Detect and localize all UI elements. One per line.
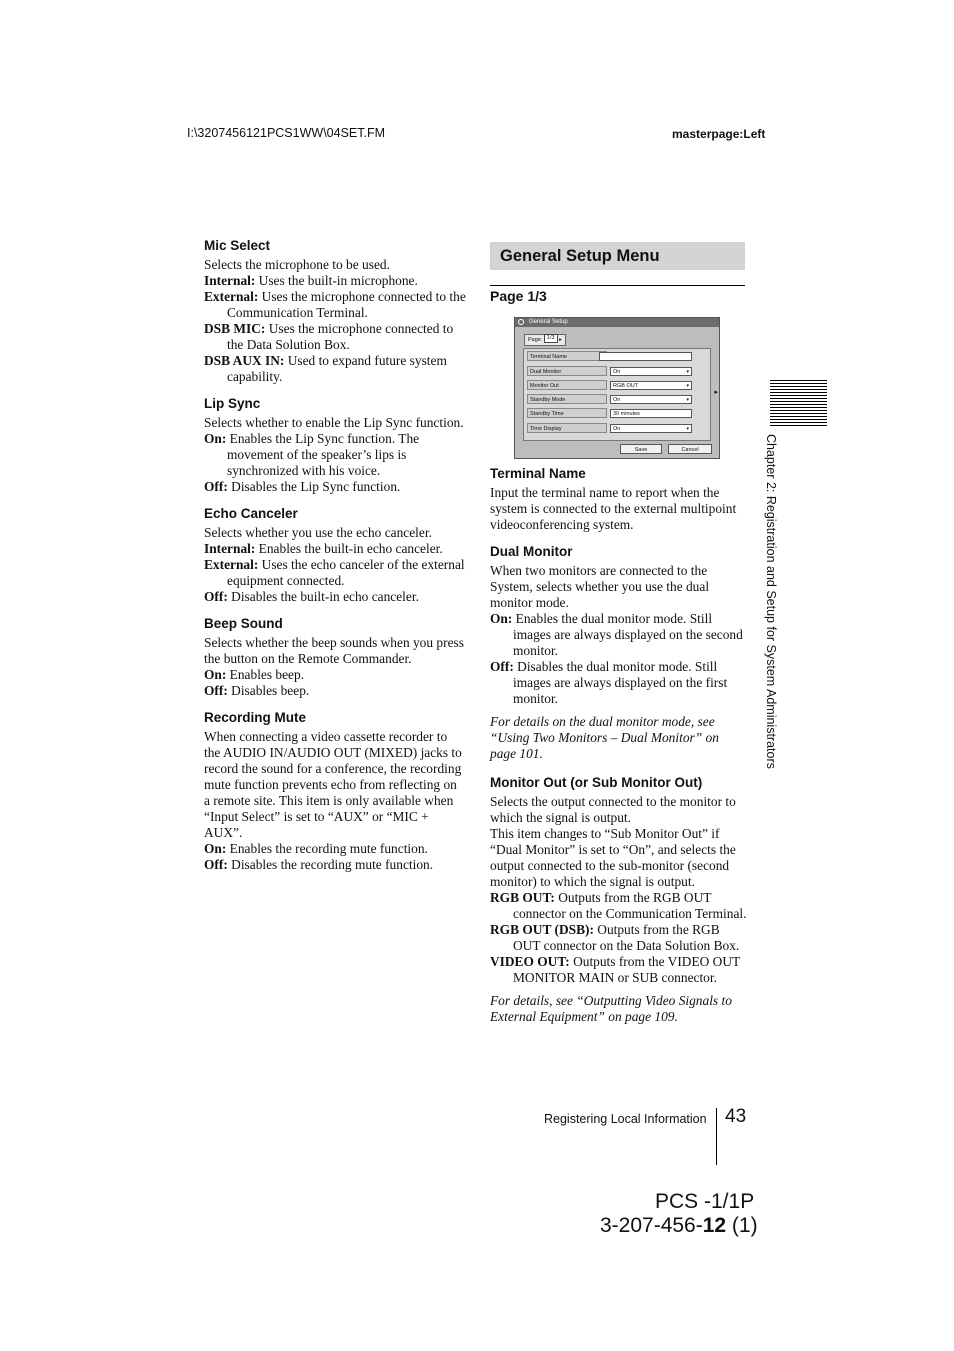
section-intro: Selects whether to enable the Lip Sync function.	[204, 415, 464, 430]
item-term: On:	[204, 431, 227, 446]
section-intro-2: This item changes to “Sub Monitor Out” if “Dual Monitor” is set to “On”, and selects the output connected to the sub-monitor (second monitor) to which the signal is output.	[490, 826, 736, 889]
setting-row-terminal-name	[527, 351, 697, 361]
item-text: Uses the echo canceler of the external equipment connected.	[227, 557, 465, 588]
section-intro: Input the terminal name to report when the system is connected to the external multipoint videoconferencing system.	[490, 485, 737, 532]
setting-row-standby-mode	[527, 394, 697, 404]
list-item	[204, 431, 466, 479]
section-echo-canceler	[204, 506, 466, 605]
section-dual-monitor	[490, 544, 748, 762]
chevron-right-icon: ▸	[559, 337, 562, 343]
section-intro: When connecting a video cassette recorder to the AUDIO IN/AUDIO OUT (MIXED) jacks to record the sound for a conference, the recording mute function prevents echo from reflecting on a remote site. This item is only available when “Input Select” is set to “AUX” or “MIC + AUX”.	[204, 729, 462, 840]
item-term: Internal:	[204, 273, 256, 288]
terminal-name-field[interactable]	[599, 352, 692, 361]
chevron-right-icon[interactable]: ▸	[714, 389, 718, 396]
chevron-down-icon: ▾	[686, 369, 689, 375]
select-value: On	[613, 426, 621, 432]
list-item	[204, 273, 466, 289]
section-intro: Selects whether the beep sounds when you press the button on the Remote Commander.	[204, 635, 464, 666]
select-value: On	[613, 397, 621, 403]
divider	[490, 285, 745, 286]
section-intro: Selects whether you use the echo canceler.	[204, 525, 432, 540]
code-bold: 12	[702, 1214, 727, 1237]
list-item	[490, 954, 748, 986]
document-code	[600, 1214, 758, 1238]
reference-note: For details, see “Outputting Video Signals to External Equipment” on page 109.	[490, 993, 732, 1024]
item-term: RGB OUT:	[490, 890, 555, 905]
item-text: Uses the built-in microphone.	[255, 273, 418, 288]
item-term: External:	[204, 557, 259, 572]
item-term: Internal:	[204, 541, 256, 556]
item-term: RGB OUT (DSB):	[490, 922, 594, 937]
item-text: Disables the dual monitor mode. Still images are always displayed on the first monitor.	[513, 659, 728, 706]
page-selector-value: 1/3	[544, 334, 558, 343]
item-text: Disables the built-in echo canceler.	[227, 589, 419, 604]
footer-divider	[716, 1108, 717, 1165]
section-title: Monitor Out (or Sub Monitor Out)	[490, 775, 703, 790]
left-column	[204, 238, 466, 884]
select-value: On	[613, 369, 621, 375]
item-text: Disables the recording mute function.	[227, 857, 434, 872]
code-suffix: (1)	[726, 1214, 758, 1237]
section-intro: Selects the microphone to be used.	[204, 257, 390, 272]
item-term: Off:	[204, 479, 228, 494]
setting-label: Standby Time	[527, 408, 607, 418]
setting-row-dual-monitor	[527, 366, 697, 376]
item-text: Disables the Lip Sync function.	[227, 479, 401, 494]
section-title: Beep Sound	[204, 616, 283, 631]
item-text: Used to expand future system capability.	[227, 353, 447, 384]
item-term: VIDEO OUT:	[490, 954, 570, 969]
setting-row-time-display	[527, 423, 697, 433]
list-item	[490, 922, 748, 954]
item-text: Uses the microphone connected to the Data Solution Box.	[227, 321, 454, 352]
list-item	[490, 611, 748, 659]
cancel-button[interactable]: Cancel	[668, 444, 712, 454]
standby-mode-select[interactable]	[610, 395, 692, 404]
page-heading: Page 1/3	[490, 288, 547, 304]
chapter-title-vertical: Chapter 2: Registration and Setup for System Administrators	[764, 434, 778, 769]
item-text: Disables beep.	[227, 683, 310, 698]
list-item	[204, 479, 466, 495]
general-setup-screen	[514, 317, 720, 459]
menu-banner: General Setup Menu	[490, 242, 745, 270]
list-item	[204, 857, 466, 873]
setting-row-standby-time	[527, 408, 697, 418]
list-item	[204, 321, 466, 353]
list-item	[204, 557, 466, 589]
field-value: 30 minutes	[613, 411, 640, 417]
item-term: Off:	[204, 589, 228, 604]
item-term: External:	[204, 289, 259, 304]
page-selector-label: Page:	[528, 337, 543, 343]
setting-label: Monitor Out	[527, 380, 607, 390]
section-mic-select	[204, 238, 466, 385]
setting-label: Dual Monitor	[527, 366, 607, 376]
section-recording-mute	[204, 710, 466, 873]
section-intro: When two monitors are connected to the System, selects whether you use the dual monitor mode.	[490, 563, 710, 610]
section-lip-sync	[204, 396, 466, 495]
item-text: Uses the microphone connected to the Communication Terminal.	[227, 289, 466, 320]
item-term: Off:	[490, 659, 514, 674]
chapter-tab-lines	[770, 380, 827, 426]
item-term: On:	[204, 841, 227, 856]
list-item	[204, 541, 466, 557]
section-terminal-name	[490, 466, 748, 533]
section-title: Lip Sync	[204, 396, 261, 411]
right-column	[490, 466, 748, 1038]
item-text: Enables the dual monitor mode. Still images are always displayed on the second monitor.	[512, 611, 743, 658]
section-monitor-out	[490, 775, 748, 1025]
item-text: Outputs from the RGB OUT connector on the Data Solution Box.	[513, 922, 740, 953]
section-title: Terminal Name	[490, 466, 586, 481]
dual-monitor-select[interactable]	[610, 367, 692, 376]
list-item	[204, 353, 466, 385]
monitor-out-select[interactable]	[610, 381, 692, 390]
chevron-down-icon: ▾	[686, 397, 689, 403]
masterpage-label: masterpage:Left	[672, 127, 766, 141]
item-term: On:	[204, 667, 227, 682]
item-text: Enables beep.	[226, 667, 305, 682]
list-item	[204, 289, 466, 321]
item-term: DSB AUX IN:	[204, 353, 285, 368]
save-button[interactable]: Save	[620, 444, 662, 454]
code-prefix: 3-207-456-	[600, 1214, 703, 1237]
page-selector[interactable]	[524, 334, 566, 346]
setting-label: Terminal Name	[527, 351, 607, 361]
item-text: Enables the Lip Sync function. The movement of the speaker’s lips is synchronized with his voice.	[226, 431, 420, 478]
section-title: Echo Canceler	[204, 506, 298, 521]
section-intro: Selects the output connected to the monitor to which the signal is output.	[490, 794, 736, 825]
chevron-down-icon: ▾	[686, 426, 689, 432]
list-item	[490, 890, 748, 922]
list-item	[204, 667, 466, 683]
page-number: 43	[725, 1106, 747, 1127]
screen-title: General Setup	[529, 319, 568, 325]
chevron-down-icon: ▾	[686, 383, 689, 389]
section-footer-label: Registering Local Information	[544, 1112, 707, 1126]
item-term: Off:	[204, 683, 228, 698]
section-title: Dual Monitor	[490, 544, 573, 559]
setting-label: Time Display	[527, 423, 607, 433]
item-term: On:	[490, 611, 513, 626]
setting-label: Standby Mode	[527, 394, 607, 404]
section-title: Mic Select	[204, 238, 271, 253]
list-item	[490, 659, 748, 707]
section-title: Recording Mute	[204, 710, 307, 725]
reference-note: For details on the dual monitor mode, see “Using Two Monitors – Dual Monitor” on page 101.	[490, 714, 719, 761]
time-display-select[interactable]	[610, 424, 692, 433]
item-text: Outputs from the VIDEO OUT MONITOR MAIN or SUB connector.	[513, 954, 740, 985]
list-item	[204, 841, 466, 857]
section-beep-sound	[204, 616, 466, 699]
screen-titlebar	[515, 318, 719, 327]
model-line: PCS -1/1P	[655, 1190, 755, 1213]
file-path: I:\3207456121PCS1WW\04SET.FM	[187, 126, 386, 140]
select-value: RGB OUT	[613, 383, 639, 389]
item-text: Enables the recording mute function.	[226, 841, 428, 856]
item-text: Enables the built-in echo canceler.	[255, 541, 443, 556]
gear-icon	[518, 319, 524, 325]
item-term: DSB MIC:	[204, 321, 266, 336]
item-text: Outputs from the RGB OUT connector on the Communication Terminal.	[513, 890, 747, 921]
standby-time-field[interactable]	[610, 409, 692, 418]
item-term: Off:	[204, 857, 228, 872]
list-item	[204, 683, 466, 699]
list-item	[204, 589, 466, 605]
setting-row-monitor-out	[527, 380, 697, 390]
